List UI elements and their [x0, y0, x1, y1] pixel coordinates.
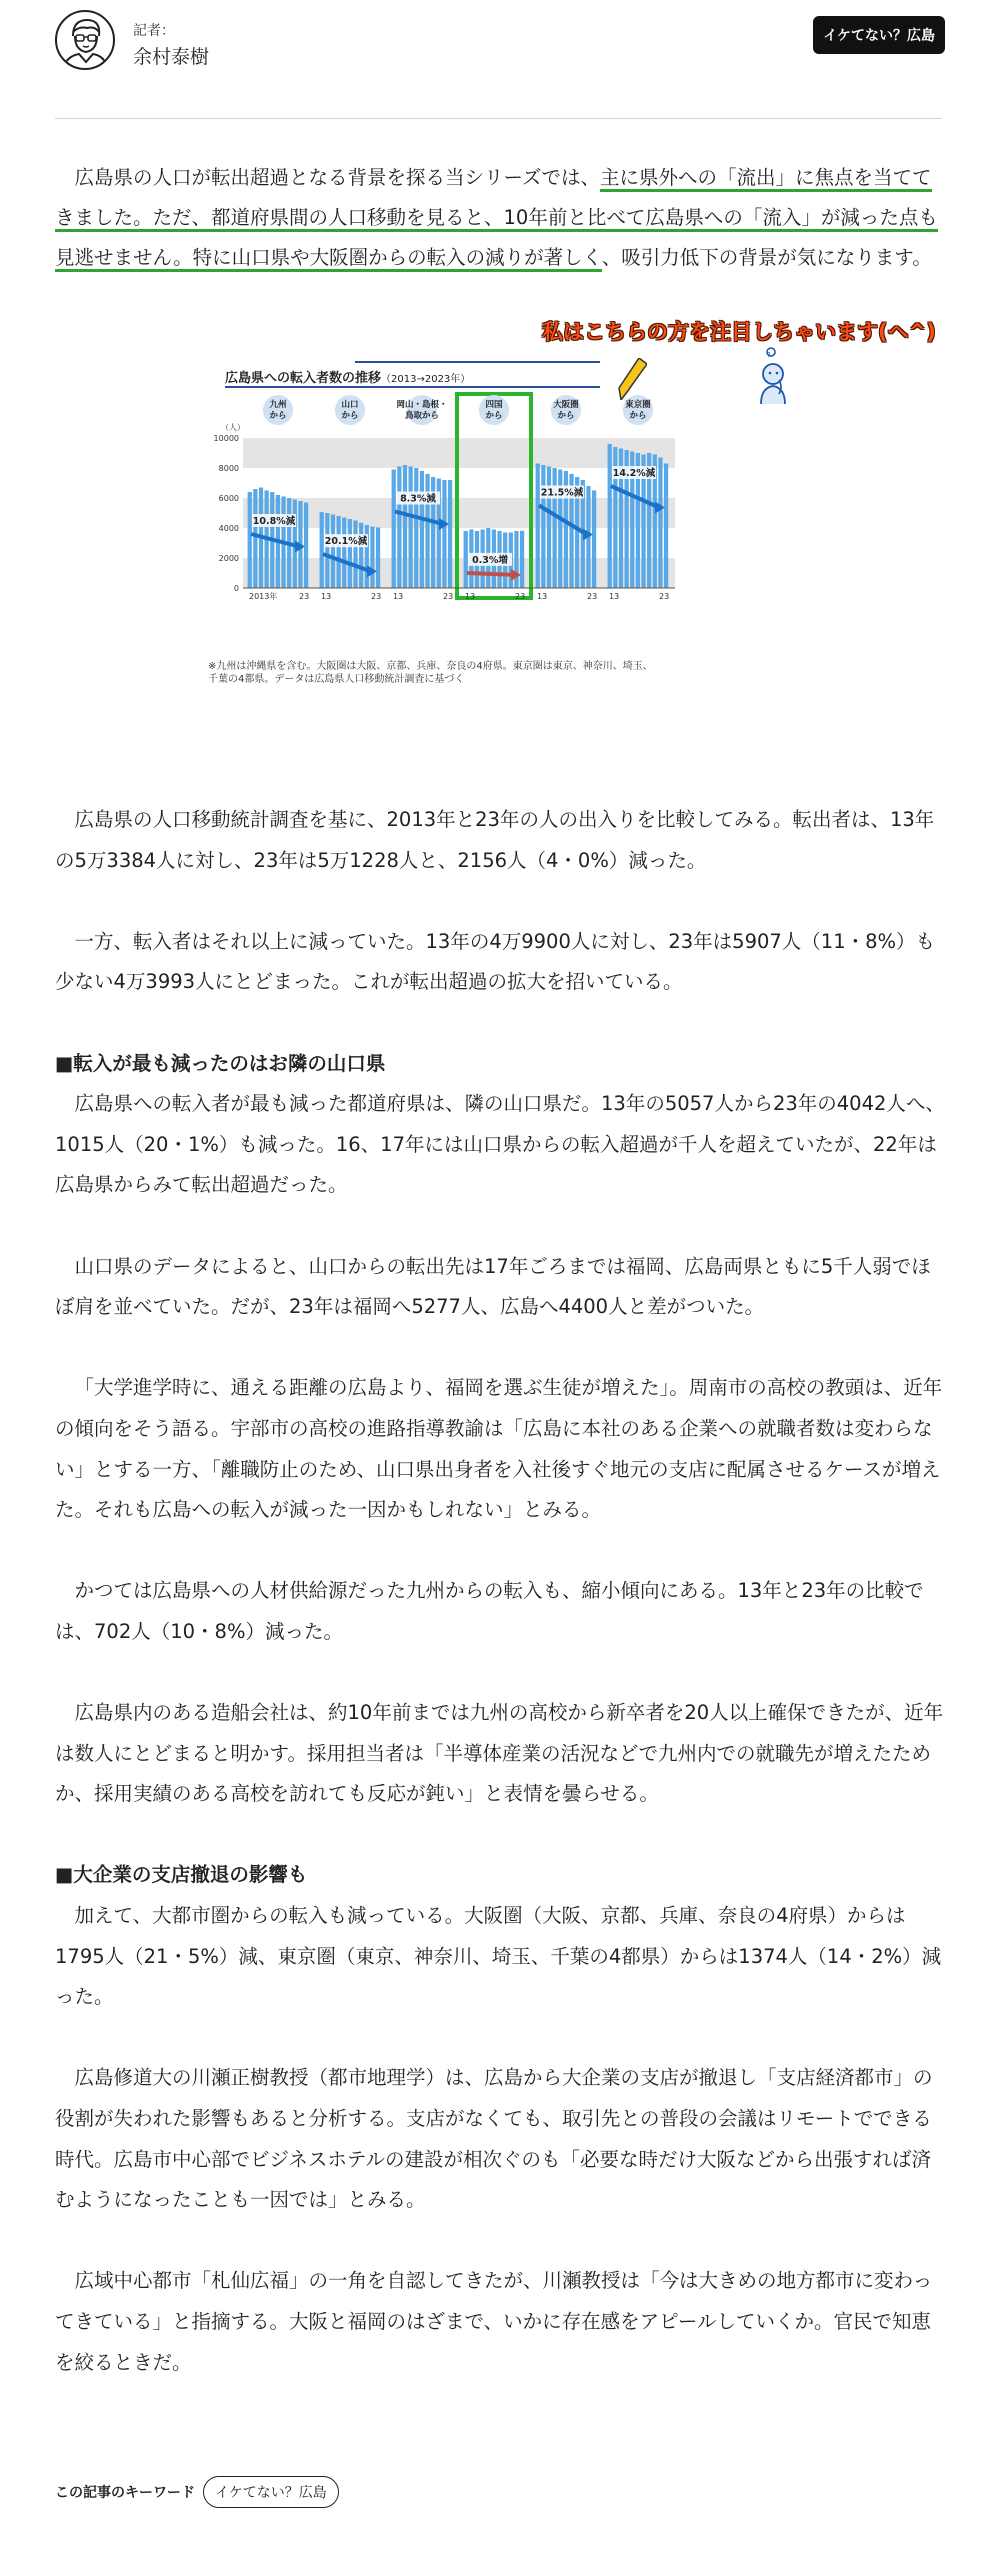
article-header	[55, 10, 945, 70]
y-axis-label: （人）	[221, 423, 245, 432]
chart-footnote-line: ※九州は沖縄県を含む。大阪圏は大阪、京都、兵庫、奈良の4府県。東京圏は東京、神奈川、埼玉、	[208, 661, 653, 672]
chart-bar	[353, 521, 357, 589]
chart-bar	[342, 518, 346, 589]
y-tick-label: 0	[233, 584, 239, 593]
article-paragraph: かつては広島県への人材供給源だった九州からの転入も、縮小傾向にある。13年と23年の比較では、702人（10・8%）減った。	[55, 1579, 924, 1643]
chart-bar	[414, 468, 418, 588]
chart-title: 広島県への転入者数の推移（2013→2023年）	[225, 371, 471, 386]
chart-bar	[376, 527, 380, 588]
chart-figure	[205, 308, 935, 688]
chart-bar	[248, 492, 252, 588]
thinking-person-icon	[753, 342, 793, 404]
chart-bar	[541, 465, 545, 588]
y-tick-label: 10000	[213, 434, 239, 443]
article-body	[55, 800, 945, 2383]
lead-paragraph	[55, 158, 945, 278]
trend-arrow	[251, 534, 299, 547]
article-paragraph: 広島県内のある造船会社は、約10年前までは九州の高校から新卒者を20人以上確保できたが、近年は数人にとどまると明かす。採用担当者は「半導体産業の活況などで九州内での就職先が増えたためか、採用実績のある高校を訪れても反応が鈍い」と表情を曇らせる。	[55, 1701, 944, 1806]
chart-bar	[409, 467, 413, 589]
change-label: 10.8%減	[252, 516, 296, 527]
byline	[133, 20, 209, 69]
chart-bar	[514, 531, 518, 588]
x-tick-label: 13	[609, 592, 620, 601]
chart-bar	[304, 503, 308, 589]
chart-bar	[464, 531, 468, 588]
chart-bar	[520, 531, 524, 588]
chart-bar	[320, 512, 324, 588]
chart-bar	[403, 465, 407, 588]
x-tick-label: 23	[659, 592, 670, 601]
y-tick-label: 6000	[218, 494, 239, 503]
x-tick-label: 23	[587, 592, 598, 601]
chart-bar	[658, 458, 662, 589]
lead-segment: 、吸引力低下の背景が気になります。	[601, 246, 932, 269]
group-label: から	[341, 411, 359, 421]
chart-bar	[325, 513, 329, 588]
x-tick-label: 23	[299, 592, 310, 601]
x-tick-label: 13	[321, 592, 332, 601]
chart-bar	[397, 467, 401, 589]
chart-bar	[425, 474, 429, 588]
article-paragraph: 「大学進学時に、通える距離の広島より、福岡を選ぶ生徒が増えた」。周南市の高校の教頭は、近年の傾向をそう語る。宇部市の高校の進路指導教諭は「広島に本社のある企業への就職者数は変わらない」とする一方、「離職防止のため、山口県出身者を入社後すぐ地元の支店に配属させるケースが増えた。それも広島への転入が減った一因かもしれない」とみる。	[55, 1376, 943, 1522]
byline-label: 記者：	[133, 23, 175, 39]
chart-bar	[448, 480, 452, 588]
section-heading: ■大企業の支店撤退の影響も	[55, 1863, 308, 1887]
x-tick-label: 13	[537, 592, 548, 601]
article-paragraph: 一方、転入者はそれ以上に減っていた。13年の4万9900人に対し、23年は5907人（11・8%）も少ない4万3993人にとどまった。これが転出超過の拡大を招いている。	[55, 929, 936, 994]
chart-bar	[664, 464, 668, 589]
chart-bar	[420, 471, 424, 588]
author-avatar[interactable]	[55, 10, 115, 70]
article-paragraph: 広域中心都市「札仙広福」の一角を自認してきたが、川瀬教授は「今は大きめの地方都市に変わってきている」と指摘する。大阪と福岡のはざまで、いかに存在感をアピールしていくか。官民で知恵を絞るときだ。	[55, 2269, 933, 2374]
lead-highlighted-segment: 主に県外への「流出」に焦点を当ててきました。ただ、都道府県間の人口移動を見ると、10年前と比べて広島県への「流入」が減った点も見逃せません。特に山口県や大阪圏からの転入の減りが著しく	[55, 166, 938, 272]
author-name[interactable]: 余村泰樹	[133, 46, 210, 68]
article-paragraph: 広島県への転入者が最も減った都道府県は、隣の山口県だ。13年の5057人から23年の4042人へ、1015人（20・1%）も減った。16、17年には山口県からの転入超過が千人を超えていたが、22年は広島県からみて転出超過だった。	[55, 1092, 945, 1197]
group-label: 大阪圏	[553, 400, 579, 410]
x-tick-label: 13	[393, 592, 404, 601]
change-label: 21.5%減	[540, 487, 584, 499]
article-paragraph: 広島県の人口移動統計調査を基に、2013年と23年の人の出入りを比較してみる。転出者は、13年の5万3384人に対し、23年は5万1228人と、2156人（4・0%）減った。	[55, 808, 935, 872]
group-label: 四国	[485, 400, 503, 410]
lead-segment: 広島県の人口が転出超過となる背景を探る当シリーズでは、	[74, 166, 601, 189]
chart-bar	[547, 467, 551, 589]
header-divider	[55, 118, 942, 119]
keywords-label: この記事のキーワード	[55, 2485, 195, 2501]
chart-bar	[331, 515, 335, 589]
group-label: 岡山・島根・	[396, 400, 448, 410]
group-label: から	[629, 411, 647, 421]
chart-bar	[608, 444, 612, 588]
chart-bar	[348, 519, 352, 588]
chart-bar	[442, 480, 446, 588]
chart-bar	[253, 489, 257, 588]
x-tick-label: 2013年	[249, 592, 278, 601]
chart-bar	[592, 491, 596, 589]
keyword-tag[interactable]: イケてない？広島	[203, 2476, 339, 2508]
change-label: 20.1%減	[324, 536, 368, 548]
keywords-row	[55, 2476, 339, 2508]
group-label: から	[269, 411, 287, 421]
group-label: 鳥取から	[404, 411, 440, 421]
y-tick-label: 8000	[218, 464, 239, 473]
change-label: 8.3%減	[400, 493, 436, 505]
series-tag-button[interactable]: イケてない？広島	[813, 16, 945, 54]
chart-footnote	[208, 660, 653, 686]
y-tick-label: 2000	[218, 554, 239, 563]
group-label: 東京圏	[625, 400, 651, 410]
y-tick-label: 4000	[218, 524, 239, 533]
inflow-chart	[205, 358, 675, 608]
article-paragraph: 山口県のデータによると、山口からの転出先は17年ごろまでは福岡、広島両県ともに5千人弱でほぼ肩を並べていた。だが、23年は福岡へ5277人、広島へ4400人と差がついた。	[55, 1254, 931, 1319]
chart-bar	[392, 470, 396, 589]
chart-bar	[359, 523, 363, 588]
x-tick-label: 23	[515, 592, 526, 601]
chart-bar	[337, 516, 341, 588]
trend-arrow	[467, 573, 515, 575]
svg-text:?: ?	[767, 351, 771, 359]
author-portrait-icon	[57, 12, 113, 68]
group-label: から	[557, 411, 575, 421]
chart-footnote-line: 千葉の4都県。データは広島県人口移動統計調査に基づく	[208, 674, 465, 685]
chart-bar	[370, 527, 374, 589]
article-paragraph: 加えて、大都市圏からの転入も減っている。大阪圏（大阪、京都、兵庫、奈良の4府県）からは1795人（21・5%）減、東京圏（東京、神奈川、埼玉、千葉の4都県）からは1374人（14・2%）減った。	[55, 1904, 942, 2009]
chart-bar	[536, 464, 540, 589]
x-tick-label: 23	[371, 592, 382, 601]
group-label: から	[485, 411, 503, 421]
lead-text	[55, 158, 945, 278]
change-label: 0.3%増	[472, 554, 508, 566]
article-paragraph: 広島修道大の川瀬正樹教授（都市地理学）は、広島から大企業の支店が撤退し「支店経済都市」の役割が失われた影響もあると分析する。支店がなくても、取引先との普段の会議はリモートでできる時代。広島市中心部でビジネスホテルの建設が相次ぐのも「必要な時だけ大阪などから出張すれば済むようになったことも一因では」とみる。	[55, 2066, 933, 2212]
group-label: 山口	[341, 400, 359, 410]
x-tick-label: 13	[465, 592, 476, 601]
section-heading: ■転入が最も減ったのはお隣の山口県	[55, 1051, 386, 1075]
callout-text: 私はこちらの方を注目しちゃいます(ヘ^)	[542, 320, 936, 344]
group-label: 九州	[269, 400, 287, 410]
x-tick-label: 23	[443, 592, 454, 601]
change-label: 14.2%減	[612, 468, 656, 479]
